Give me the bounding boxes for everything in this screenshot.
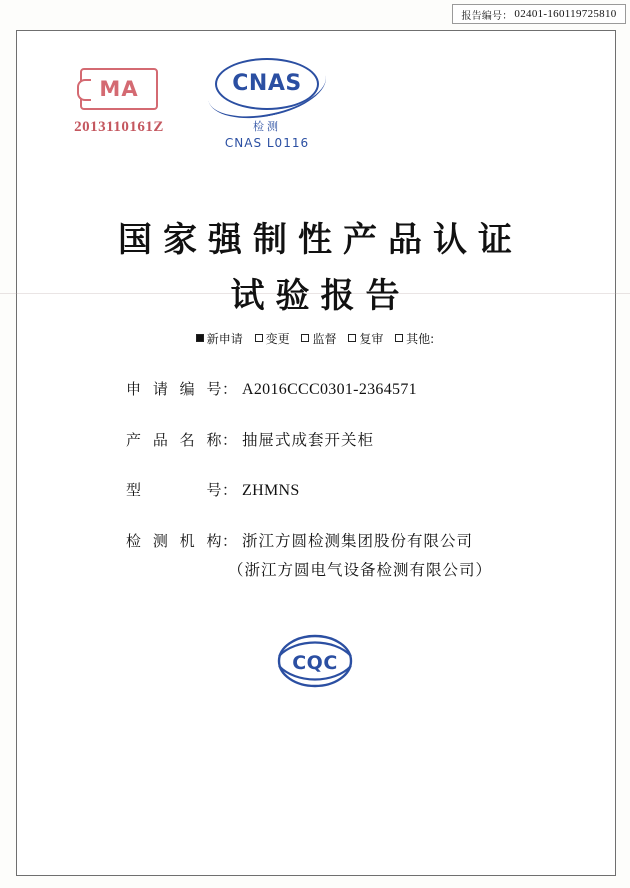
logo-row [0,58,630,168]
cma-logo-icon [44,68,194,136]
option-label: 复审 [359,332,384,346]
option-other[interactable] [395,332,434,346]
option-label: 新申请 [206,332,243,346]
cqc-seal-icon [270,632,360,690]
report-number-box [452,4,626,24]
field-colon: ： [222,481,238,499]
field-label: 产品名称 [126,431,222,449]
field-colon: ： [222,532,238,550]
field-label: 型号 [126,481,222,499]
report-number-label: 报告编号： [461,10,513,22]
option-label: 变更 [265,332,290,346]
checkbox-icon[interactable] [196,334,204,342]
checkbox-icon[interactable] [348,334,356,342]
field-model [0,479,630,500]
field-value: 浙江方圆检测集团股份有限公司 [242,532,474,550]
checkbox-icon[interactable] [395,334,403,342]
field-testing-organization [0,529,630,551]
option-supervision[interactable] [301,332,340,346]
svg-text:CQC: CQC [292,652,338,674]
cnas-oval-icon [215,58,319,110]
field-list [0,378,630,608]
page-subtitle: 试验报告 [230,276,411,316]
cma-mark-text: MA [99,76,139,101]
field-testing-organization-sub: （浙江方圆电气设备检测有限公司） [228,561,493,579]
cnas-sub-code: CNAS L0116 [224,136,310,150]
cnas-mark-text: CNAS [232,71,302,96]
field-colon: ： [222,431,238,449]
cma-cert-number: 2013110161Z [74,119,164,135]
cma-badge-icon [80,68,158,110]
field-value: A2016CCC0301-2364571 [242,381,417,398]
report-number-value: 02401-160119725810 [514,8,617,20]
option-review[interactable] [348,332,387,346]
application-type-row [0,330,630,347]
field-colon: ： [222,380,238,398]
cnas-logo-icon [182,58,352,150]
page-title: 国家强制性产品认证 [118,220,523,260]
cnas-sub-cn: 检测 [253,120,281,133]
option-label: 其他: [406,332,435,346]
option-change[interactable] [255,332,294,346]
option-label: 监督 [312,332,337,346]
field-value: ZHMNS [242,482,300,499]
checkbox-icon[interactable] [255,334,263,342]
field-value: 抽屉式成套开关柜 [242,431,375,449]
field-application-number [0,378,630,399]
field-label: 申请编号 [126,380,222,398]
checkbox-icon[interactable] [301,334,309,342]
field-product-name [0,428,630,450]
option-new-application[interactable] [196,332,247,346]
field-label: 检测机构 [126,532,222,550]
